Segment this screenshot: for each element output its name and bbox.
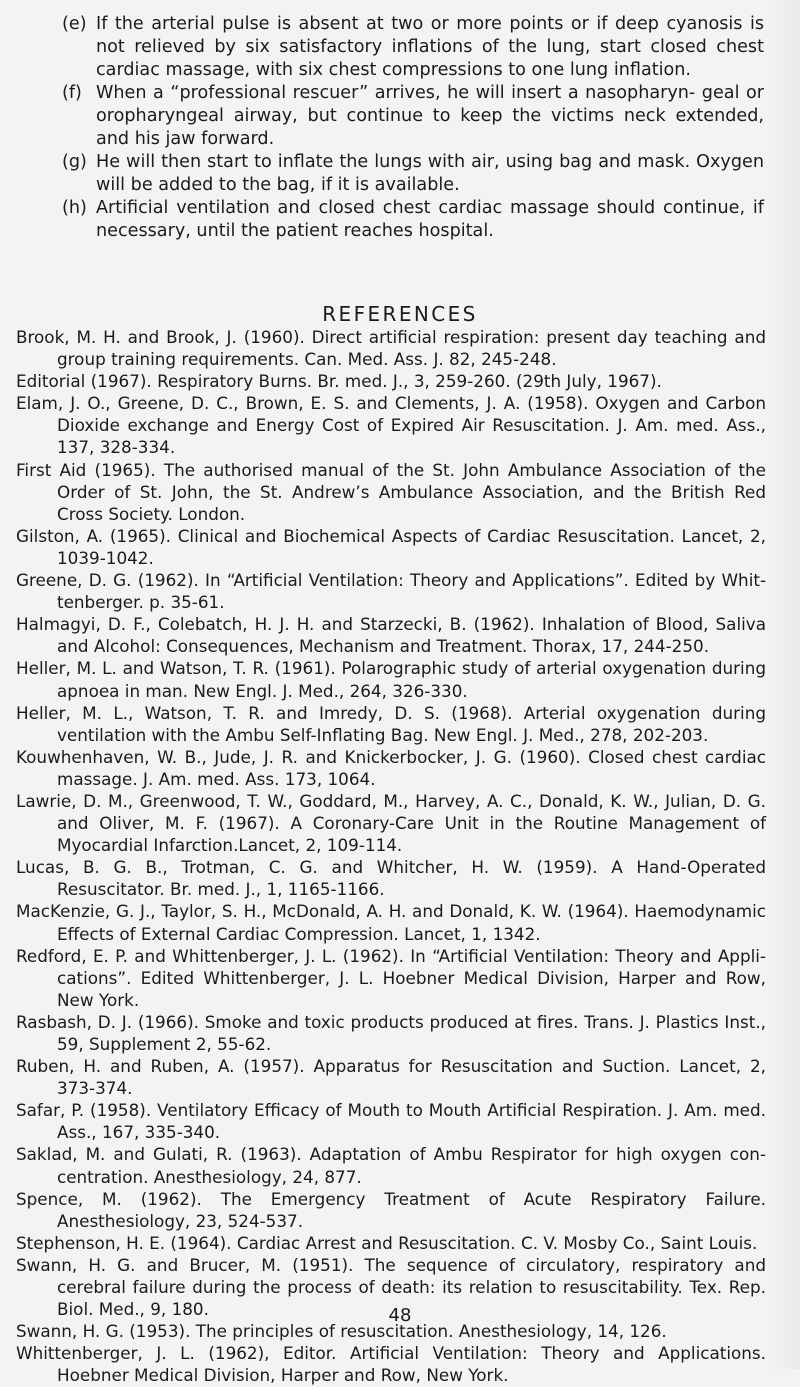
- reference-entry: Brook, M. H. and Brook, J. (1960). Direct artificial respiration: present day teaching and group training requirements. Can. Med. Ass. J. 82, 245-248.: [16, 327, 766, 370]
- step-text: When a “professional rescuer” arrives, he will insert a nasopharyn- geal or oropharyngeal airway, but continue to keep the victims neck extended, and his jaw forward.: [96, 83, 764, 149]
- reference-entry: MacKenzie, G. J., Taylor, S. H., McDonald, A. H. and Donald, K. W. (1964). Haemodynamic Effects of External Cardiac Compression. Lancet, 1, 1342.: [16, 901, 766, 944]
- reference-entry: Ruben, H. and Ruben, A. (1957). Apparatus for Resuscitation and Suction. Lancet, 2, 373-374.: [16, 1056, 766, 1099]
- reference-entry: Redford, E. P. and Whittenberger, J. L. (1962). In “Artificial Ventilation: Theory and Appli- cations”. Edited Whittenberger, J. L. Hoebner Medical Division, Harper and Row, New York.: [16, 945, 766, 1010]
- reference-entry: Whittenberger, J. L. (1962), Editor. Artificial Ventilation: Theory and Applications. Hoebner Medical Division, Harper and Row, New York.: [16, 1343, 766, 1386]
- step-letter: (e): [62, 14, 87, 34]
- reference-entry: Rasbash, D. J. (1966). Smoke and toxic products produced at fires. Trans. J. Plastics Inst., 59, Supplement 2, 55-62.: [16, 1011, 766, 1054]
- reference-entry: Stephenson, H. E. (1964). Cardiac Arrest and Resuscitation. C. V. Mosby Co., Saint Louis.: [16, 1232, 758, 1253]
- reference-entry: Lucas, B. G. B., Trotman, C. G. and Whitcher, H. W. (1959). A Hand-Operated Resuscitator. Br. med. J., 1, 1165-1166.: [16, 857, 766, 900]
- references-list: [16, 326, 766, 1387]
- references-heading: REFERENCES: [322, 302, 478, 326]
- reference-entry: Saklad, M. and Gulati, R. (1963). Adaptation of Ambu Respirator for high oxygen con- centration. Anesthesiology, 24, 877.: [16, 1144, 766, 1187]
- step-letter: (g): [62, 152, 87, 172]
- step-text: Artificial ventilation and closed chest cardiac massage should continue, if necessary, until the patient reaches hospital.: [96, 198, 764, 241]
- reference-entry: Lawrie, D. M., Greenwood, T. W., Goddard, M., Harvey, A. C., Donald, K. W., Julian, D. G. and Oliver, M. F. (1967). A Coronary-Care Unit in the Routine Management of Myocardial Infarction.Lancet, 2, 109-114.: [16, 790, 766, 856]
- reference-entry: Gilston, A. (1965). Clinical and Biochemical Aspects of Cardiac Resuscitation. Lancet, 2, 1039-1042.: [16, 525, 766, 568]
- reference-entry: Swann, H. G. (1953). The principles of resuscitation. Anesthesiology, 14, 126.: [16, 1321, 667, 1342]
- reference-entry: Editorial (1967). Respiratory Burns. Br. med. J., 3, 259-260. (29th July, 1967).: [16, 371, 662, 392]
- reference-entry: Heller, M. L., Watson, T. R. and Imredy, D. S. (1968). Arterial oxygenation during ventilation with the Ambu Self-Inflating Bag. New Engl. J. Med., 278, 202-203.: [16, 702, 766, 745]
- reference-entry: Halmagyi, D. F., Colebatch, H. J. H. and Starzecki, B. (1962). Inhalation of Blood, Saliva and Alcohol: Consequences, Mechanism and Treatment. Thorax, 17, 244-250.: [16, 614, 766, 657]
- reference-entry: Elam, J. O., Greene, D. C., Brown, E. S. and Clements, J. A. (1958). Oxygen and Carbon Dioxide exchange and Energy Cost of Expired Air Resuscitation. J. Am. med. Ass., 137, 328-334.: [16, 393, 766, 458]
- step-e: [48, 13, 764, 82]
- step-g: [48, 151, 764, 197]
- step-text: If the arterial pulse is absent at two or more points or if deep cyanosis is not relieved by six satisfactory inflations of the lung, start closed chest cardiac massage, with six chest compressions to one lung inflation.: [96, 14, 764, 80]
- scan-shadow: [770, 0, 800, 1369]
- step-letter: (h): [62, 198, 87, 218]
- reference-entry: Greene, D. G. (1962). In “Artificial Ventilation: Theory and Applications”. Edited by Whit- tenberger. p. 35-61.: [16, 570, 766, 613]
- page-number: 48: [388, 1305, 412, 1326]
- step-h: [48, 197, 764, 243]
- step-text: He will then start to inflate the lungs with air, using bag and mask. Oxygen will be added to the bag, if it is available.: [96, 152, 764, 195]
- reference-entry: Kouwhenhaven, W. B., Jude, J. R. and Knickerbocker, J. G. (1960). Closed chest cardiac massage. J. Am. med. Ass. 173, 1064.: [16, 746, 766, 789]
- reference-entry: Heller, M. L. and Watson, T. R. (1961). Polarographic study of arterial oxygenation during apnoea in man. New Engl. J. Med., 264, 326-330.: [16, 658, 766, 701]
- step-letter: (f): [62, 83, 82, 103]
- reference-entry: First Aid (1965). The authorised manual of the St. John Ambulance Association of the Order of St. John, the St. Andrew’s Ambulance Association, and the British Red Cross Society. London.: [16, 459, 766, 524]
- reference-entry: Spence, M. (1962). The Emergency Treatment of Acute Respiratory Failure. Anesthesiology, 23, 524-537.: [16, 1188, 766, 1231]
- step-f: [48, 82, 764, 151]
- procedure-steps: [48, 0, 764, 243]
- reference-entry: Swann, H. G. and Brucer, M. (1951). The sequence of circulatory, respiratory and cerebral failure during the process of death: its relation to resuscitability. Tex. Rep. Biol. Med., 9, 180.: [16, 1254, 766, 1320]
- reference-entry: Safar, P. (1958). Ventilatory Efficacy of Mouth to Mouth Artificial Respiration. J. Am. med. Ass., 167, 335-340.: [16, 1100, 766, 1143]
